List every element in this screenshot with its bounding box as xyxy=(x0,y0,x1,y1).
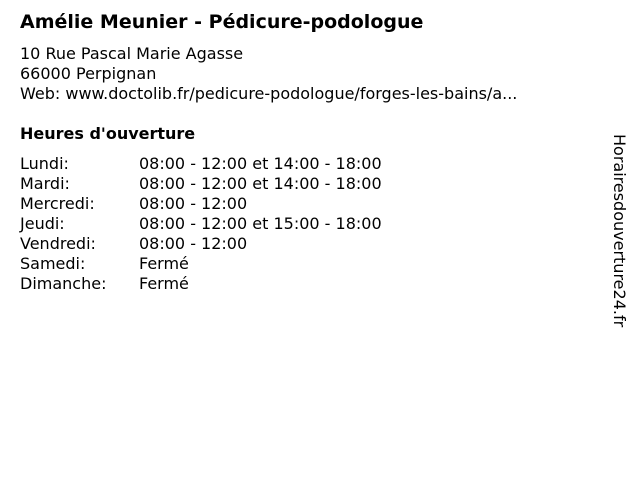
hours-row-friday xyxy=(20,234,440,254)
day-label: Dimanche: xyxy=(20,274,107,293)
day-hours: Fermé xyxy=(139,254,189,273)
business-name: Amélie Meunier - Pédicure-podologue xyxy=(20,11,424,33)
opening-hours-heading: Heures d'ouverture xyxy=(20,124,196,143)
day-label: Jeudi: xyxy=(20,214,65,233)
day-hours: 08:00 - 12:00 xyxy=(139,194,248,213)
day-hours: 08:00 - 12:00 xyxy=(139,234,248,253)
hours-row-wednesday xyxy=(20,194,440,214)
day-hours: 08:00 - 12:00 et 14:00 - 18:00 xyxy=(139,154,382,173)
day-label: Mercredi: xyxy=(20,194,95,213)
hours-row-sunday xyxy=(20,274,440,294)
address-street: 10 Rue Pascal Marie Agasse xyxy=(20,44,244,63)
day-label: Samedi: xyxy=(20,254,86,273)
hours-row-tuesday xyxy=(20,174,440,194)
address-city: 66000 Perpignan xyxy=(20,64,157,83)
day-label: Vendredi: xyxy=(20,234,96,253)
day-label: Lundi: xyxy=(20,154,69,173)
hours-row-thursday xyxy=(20,214,440,234)
hours-row-saturday xyxy=(20,254,440,274)
hours-row-monday xyxy=(20,154,440,174)
address-block xyxy=(20,44,517,104)
opening-hours-table xyxy=(20,154,440,294)
site-watermark: Horairesdouverture24.fr xyxy=(610,134,629,328)
day-hours: 08:00 - 12:00 et 14:00 - 18:00 xyxy=(139,174,382,193)
website-line: Web: www.doctolib.fr/pedicure-podologue/forges-les-bains/a... xyxy=(20,84,518,103)
day-hours: Fermé xyxy=(139,274,189,293)
day-label: Mardi: xyxy=(20,174,70,193)
day-hours: 08:00 - 12:00 et 15:00 - 18:00 xyxy=(139,214,382,233)
